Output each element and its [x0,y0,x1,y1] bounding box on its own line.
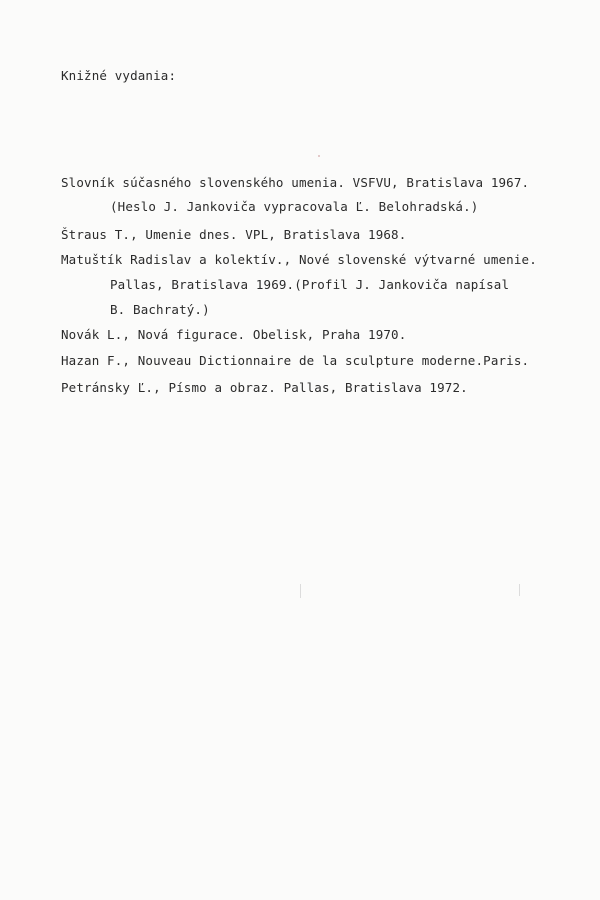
paper-mark [300,584,301,598]
bibliography-entry: Petránsky Ľ., Písmo a obraz. Pallas, Bratislava 1972. [61,380,468,395]
bibliography-entry: Hazan F., Nouveau Dictionnaire de la sculpture moderne.Paris. [61,353,530,368]
paper-mark [519,584,520,596]
bibliography-entry: Slovník súčasného slovenského umenia. VSFVU, Bratislava 1967. [61,175,530,190]
bibliography-entry-continuation: Pallas, Bratislava 1969.(Profil J. Jankoviča napísal [110,277,510,292]
bibliography-entry-continuation: (Heslo J. Jankoviča vypracovala Ľ. Belohradská.) [110,199,479,214]
bibliography-entry: Štraus T., Umenie dnes. VPL, Bratislava 1968. [61,227,407,242]
bibliography-entry: Novák L., Nová figurace. Obelisk, Praha 1970. [61,327,407,342]
paper-mark [318,155,320,157]
bibliography-entry: Matuštík Radislav a kolektív., Nové slovenské výtvarné umenie. [61,252,537,267]
bibliography-entry-continuation: B. Bachratý.) [110,302,210,317]
section-heading: Knižné vydania: [61,68,177,83]
